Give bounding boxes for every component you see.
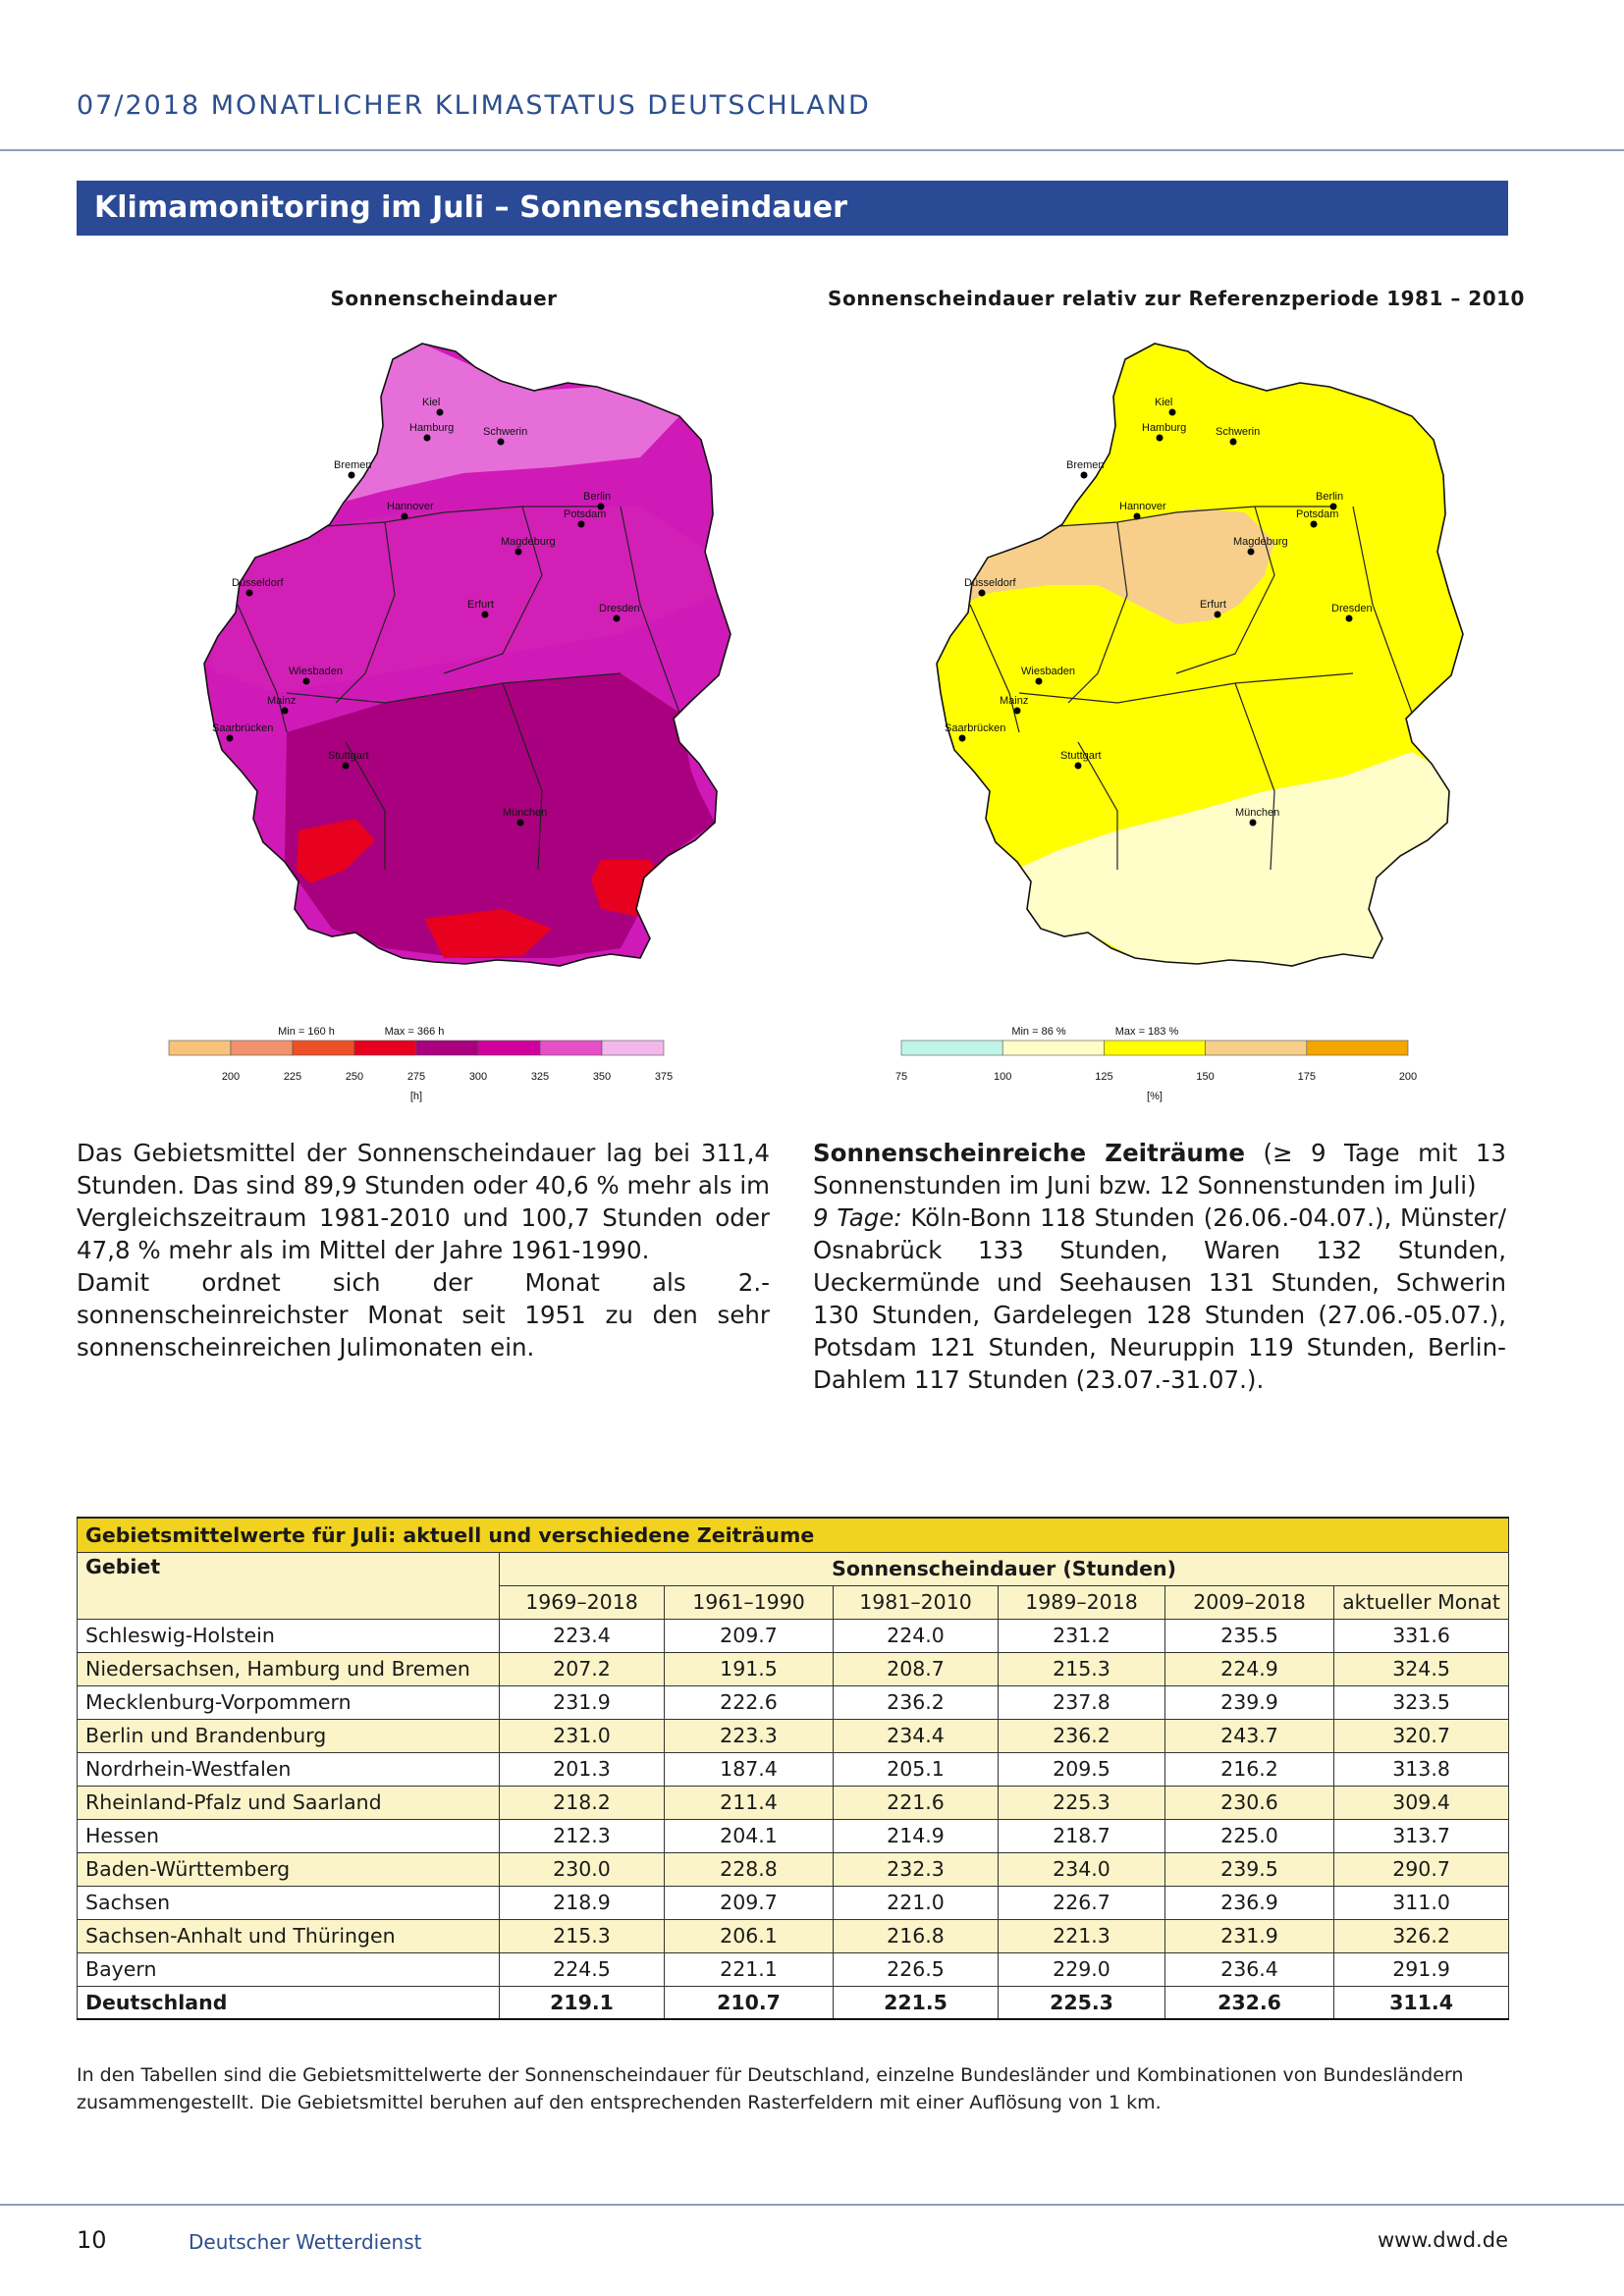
value-cell: 236.2 (999, 1719, 1165, 1752)
value-cell: 236.2 (834, 1685, 999, 1719)
city-marker (515, 549, 522, 556)
city-label: Hamburg (409, 422, 455, 434)
city-marker (517, 820, 524, 827)
city-marker (1311, 521, 1318, 528)
region-cell: Deutschland (78, 1986, 500, 2019)
value-cell: 209.7 (665, 1619, 834, 1652)
value-cell: 216.2 (1165, 1752, 1334, 1786)
city-marker (578, 521, 585, 528)
value-cell: 313.7 (1334, 1819, 1509, 1852)
value-cell: 237.8 (999, 1685, 1165, 1719)
city-marker (246, 590, 253, 597)
city-label: Mainz (267, 695, 297, 707)
legend-tick-label: 75 (894, 1071, 908, 1083)
value-cell: 225.3 (999, 1986, 1165, 2019)
table-footnote: In den Tabellen sind die Gebietsmittelwerte der Sonnenscheindauer für Deutschland, einzelne Bundesländer und Kombinationen von Bundesländern zusammengestellt. Die Gebietsmittel beruhen auf den entsprechenden Rasterfeldern mit einer Auflösung von 1 km. (77, 2064, 1464, 2113)
region-cell: Schleswig-Holstein (78, 1619, 500, 1652)
value-cell: 326.2 (1334, 1919, 1509, 1952)
value-cell: 221.1 (665, 1952, 834, 1986)
value-cell: 309.4 (1334, 1786, 1509, 1819)
legend-swatch (1307, 1041, 1408, 1055)
city-marker (959, 735, 966, 742)
value-cell: 243.7 (1165, 1719, 1334, 1752)
value-cell: 223.4 (500, 1619, 665, 1652)
city-label: Düsseldorf (232, 577, 284, 589)
legend-unit: [h] (409, 1091, 423, 1102)
footer-divider (0, 2204, 1624, 2206)
table-row (78, 1786, 1509, 1819)
sunny-periods-text (813, 1137, 1506, 1396)
value-cell: 205.1 (834, 1752, 999, 1786)
city-label: Kiel (1155, 397, 1173, 408)
value-cell: 320.7 (1334, 1719, 1509, 1752)
page-header (0, 0, 1624, 151)
sunshine-relative-map-figure (823, 281, 1530, 1115)
value-cell: 313.8 (1334, 1752, 1509, 1786)
table-row (78, 1919, 1509, 1952)
legend-swatch (540, 1041, 602, 1055)
table-row (78, 1886, 1509, 1919)
sunny-periods-stations: Köln-Bonn 118 Stunden (26.06.-04.07.), Münster/ Osnabrück 133 Stunden, Waren 132 Stunden, Ueckermünde und Seehausen 131 Stunden, Schwerin 130 Stunden, Gardelegen 128 Stunden (27.06.-05.07.), Potsdam 121 Stunden, Neuruppin 119 Stunden, Berlin-Dahlem 117 Stunden (23.07.-31.07.). (813, 1203, 1506, 1394)
city-marker (482, 612, 489, 618)
column-header-period: aktueller Monat (1334, 1585, 1509, 1619)
value-cell: 232.6 (1165, 1986, 1334, 2019)
value-cell: 323.5 (1334, 1685, 1509, 1719)
city-label: Düsseldorf (964, 577, 1016, 589)
value-cell: 221.6 (834, 1786, 999, 1819)
value-cell: 214.9 (834, 1819, 999, 1852)
value-cell: 291.9 (1334, 1952, 1509, 1986)
value-cell: 209.7 (665, 1886, 834, 1919)
legend-swatch (1002, 1041, 1104, 1055)
city-marker (1014, 708, 1021, 715)
legend-tick-label: 100 (994, 1071, 1012, 1083)
value-cell: 229.0 (999, 1952, 1165, 1986)
city-label: Saarbrücken (945, 722, 1006, 734)
city-marker (1215, 612, 1221, 618)
footer-url: www.dwd.de (1377, 2228, 1508, 2252)
summary-paragraph: Das Gebietsmittel der Sonnenscheindauer lag bei 311,4 Stunden. Das sind 89,9 Stunden oder 40,6 % mehr als im Vergleichszeitraum 1981-2010 und 100,7 Stunden oder 47,8 % mehr als im Mittel der Jahre 1961-1990. (77, 1139, 770, 1264)
legend-tick-label: 325 (530, 1071, 550, 1083)
map-min-label: Min = 86 % (1011, 1026, 1066, 1038)
city-label: Wiesbaden (1021, 666, 1076, 677)
city-label: Stuttgart (1060, 750, 1102, 762)
sunny-periods-paragraph (813, 1137, 1506, 1201)
city-marker (424, 435, 431, 442)
value-cell: 201.3 (500, 1752, 665, 1786)
city-label: Kiel (422, 397, 441, 408)
legend-tick-label: 125 (1095, 1071, 1113, 1083)
value-cell: 311.0 (1334, 1886, 1509, 1919)
city-label: Bremen (334, 459, 372, 471)
value-cell: 219.1 (500, 1986, 665, 2019)
legend-swatch (602, 1041, 664, 1055)
value-cell: 234.0 (999, 1852, 1165, 1886)
city-marker (1230, 439, 1237, 446)
city-marker (614, 615, 621, 622)
legend-unit: [%] (1147, 1091, 1163, 1102)
region-cell: Sachsen-Anhalt und Thüringen (78, 1919, 500, 1952)
city-label: Hannover (1119, 501, 1166, 512)
sunny-periods-paragraph (813, 1201, 1506, 1396)
table-row (78, 1719, 1509, 1752)
city-label: Potsdam (564, 508, 607, 520)
city-marker (402, 513, 408, 520)
sunny-periods-label: 9 Tage: (813, 1203, 902, 1232)
column-header-period: 1969–2018 (500, 1585, 665, 1619)
value-cell: 231.2 (999, 1619, 1165, 1652)
table-row (78, 1685, 1509, 1719)
header-title: 07/2018 MONATLICHER KLIMASTATUS DEUTSCHLAND (77, 90, 871, 121)
value-cell: 206.1 (665, 1919, 834, 1952)
legend-tick-label: 375 (654, 1071, 674, 1083)
value-cell: 204.1 (665, 1819, 834, 1852)
city-label: Wiesbaden (289, 666, 344, 677)
sunny-periods-criteria: (≥ 9 Tage mit 13 Sonnenstunden im Juni bzw. 12 Sonnenstunden im Juli) (813, 1139, 1506, 1200)
value-cell: 230.6 (1165, 1786, 1334, 1819)
value-cell: 231.0 (500, 1719, 665, 1752)
city-label: Hamburg (1142, 422, 1187, 434)
city-label: Magdeburg (501, 536, 556, 548)
value-cell: 224.5 (500, 1952, 665, 1986)
value-cell: 331.6 (1334, 1619, 1509, 1652)
table-row (78, 1652, 1509, 1685)
city-marker (343, 763, 350, 770)
table-row (78, 1619, 1509, 1652)
value-cell: 222.6 (665, 1685, 834, 1719)
city-label: Magdeburg (1233, 536, 1288, 548)
value-cell: 236.9 (1165, 1886, 1334, 1919)
value-cell: 216.8 (834, 1919, 999, 1952)
value-cell: 239.9 (1165, 1685, 1334, 1719)
value-cell: 212.3 (500, 1819, 665, 1852)
city-label: Bremen (1066, 459, 1105, 471)
map-title: Sonnenscheindauer (330, 287, 558, 310)
region-cell: Mecklenburg-Vorpommern (78, 1685, 500, 1719)
legend-tick-label: 200 (221, 1071, 241, 1083)
value-cell: 224.9 (1165, 1652, 1334, 1685)
value-cell: 221.0 (834, 1886, 999, 1919)
city-marker (1157, 435, 1164, 442)
value-cell: 223.3 (665, 1719, 834, 1752)
legend-swatch (1104, 1041, 1205, 1055)
value-cell: 226.7 (999, 1886, 1165, 1919)
value-cell: 234.4 (834, 1719, 999, 1752)
city-label: Stuttgart (328, 750, 369, 762)
legend-tick-label: 200 (1398, 1071, 1418, 1083)
summary-text (77, 1137, 770, 1363)
column-header-region: Gebiet (78, 1552, 500, 1619)
legend-swatch (231, 1041, 293, 1055)
legend-swatch (416, 1041, 478, 1055)
value-cell: 218.7 (999, 1819, 1165, 1852)
city-label: Schwerin (1216, 426, 1261, 438)
table-row (78, 1952, 1509, 1986)
city-label: München (503, 807, 548, 819)
column-header-period: 1961–1990 (665, 1585, 834, 1619)
region-cell: Berlin und Brandenburg (78, 1719, 500, 1752)
value-cell: 224.0 (834, 1619, 999, 1652)
section-title: Klimamonitoring im Juli – Sonnenscheindauer (77, 181, 1508, 236)
table-row (78, 1752, 1509, 1786)
legend-tick-label: 225 (283, 1071, 302, 1083)
city-marker (1075, 763, 1082, 770)
value-cell: 221.5 (834, 1986, 999, 2019)
value-cell: 225.3 (999, 1786, 1165, 1819)
value-cell: 236.4 (1165, 1952, 1334, 1986)
map-min-label: Min = 160 h (278, 1026, 335, 1038)
map-max-label: Max = 366 h (384, 1026, 445, 1038)
value-cell: 231.9 (1165, 1919, 1334, 1952)
region-cell: Niedersachsen, Hamburg und Bremen (78, 1652, 500, 1685)
city-label: Erfurt (467, 599, 494, 611)
legend-swatch (1206, 1041, 1307, 1055)
map-max-label: Max = 183 % (1114, 1026, 1179, 1038)
map-sunshine-relative (823, 281, 1530, 1115)
column-header-group: Sonnenscheindauer (Stunden) (500, 1552, 1509, 1585)
city-marker (437, 409, 444, 416)
city-marker (1248, 549, 1255, 556)
value-cell: 211.4 (665, 1786, 834, 1819)
value-cell: 225.0 (1165, 1819, 1334, 1852)
summary-paragraph: Damit ordnet sich der Monat als 2.-sonnenscheinreichster Monat seit 1951 zu den sehr sonnenscheinreichen Julimonaten ein. (77, 1268, 770, 1362)
city-label: München (1235, 807, 1280, 819)
city-marker (1081, 472, 1088, 479)
city-label: Mainz (1000, 695, 1029, 707)
map-title: Sonnenscheindauer relativ zur Referenzperiode 1981 – 2010 (828, 287, 1525, 310)
value-cell: 311.4 (1334, 1986, 1509, 2019)
city-marker (1250, 820, 1257, 827)
legend-tick-label: 175 (1297, 1071, 1316, 1083)
region-cell: Bayern (78, 1952, 500, 1986)
sunshine-hours-map-figure (90, 281, 797, 1115)
city-marker (979, 590, 986, 597)
region-cell: Sachsen (78, 1886, 500, 1919)
value-cell: 290.7 (1334, 1852, 1509, 1886)
city-marker (1169, 409, 1176, 416)
city-label: Potsdam (1296, 508, 1339, 520)
value-cell: 228.8 (665, 1852, 834, 1886)
value-cell: 218.9 (500, 1886, 665, 1919)
legend-swatch (169, 1041, 231, 1055)
table-caption: Gebietsmittelwerte für Juli: aktuell und verschiedene Zeiträume (78, 1518, 1509, 1552)
footer-organization: Deutscher Wetterdienst (189, 2230, 422, 2254)
value-cell: 324.5 (1334, 1652, 1509, 1685)
value-cell: 235.5 (1165, 1619, 1334, 1652)
city-marker (1036, 678, 1043, 685)
legend-swatch (901, 1041, 1002, 1055)
value-cell: 230.0 (500, 1852, 665, 1886)
table-row (78, 1852, 1509, 1886)
value-cell: 215.3 (999, 1652, 1165, 1685)
city-label: Dresden (1331, 603, 1373, 614)
table-row (78, 1986, 1509, 2019)
city-label: Berlin (583, 491, 612, 503)
city-marker (1346, 615, 1353, 622)
value-cell: 232.3 (834, 1852, 999, 1886)
city-marker (303, 678, 310, 685)
region-cell: Baden-Württemberg (78, 1852, 500, 1886)
value-cell: 187.4 (665, 1752, 834, 1786)
legend-tick-label: 250 (345, 1071, 364, 1083)
value-cell: 210.7 (665, 1986, 834, 2019)
city-label: Hannover (387, 501, 434, 512)
page-number: 10 (77, 2226, 107, 2254)
value-cell: 207.2 (500, 1652, 665, 1685)
legend-tick-label: 150 (1196, 1071, 1215, 1083)
legend-tick-label: 275 (406, 1071, 426, 1083)
column-header-period: 1989–2018 (999, 1585, 1165, 1619)
value-cell: 215.3 (500, 1919, 665, 1952)
value-cell: 221.3 (999, 1919, 1165, 1952)
region-cell: Nordrhein-Westfalen (78, 1752, 500, 1786)
city-marker (227, 735, 234, 742)
region-cell: Hessen (78, 1819, 500, 1852)
column-header-period: 2009–2018 (1165, 1585, 1334, 1619)
legend-swatch (354, 1041, 416, 1055)
city-marker (349, 472, 355, 479)
table-body (78, 1619, 1509, 2019)
region-cell: Rheinland-Pfalz und Saarland (78, 1786, 500, 1819)
table-header-row (78, 1552, 1509, 1585)
value-cell: 226.5 (834, 1952, 999, 1986)
legend-swatch (478, 1041, 540, 1055)
area-mean-table (77, 1517, 1509, 2020)
value-cell: 191.5 (665, 1652, 834, 1685)
city-label: Erfurt (1200, 599, 1226, 611)
value-cell: 231.9 (500, 1685, 665, 1719)
legend-tick-label: 300 (468, 1071, 488, 1083)
sunny-periods-heading: Sonnenscheinreiche Zeiträume (813, 1139, 1245, 1167)
city-marker (1134, 513, 1141, 520)
table-caption-row (78, 1518, 1509, 1552)
city-label: Saarbrücken (212, 722, 274, 734)
city-label: Dresden (599, 603, 640, 614)
value-cell: 239.5 (1165, 1852, 1334, 1886)
value-cell: 208.7 (834, 1652, 999, 1685)
legend-tick-label: 350 (592, 1071, 612, 1083)
city-label: Schwerin (483, 426, 528, 438)
column-header-period: 1981–2010 (834, 1585, 999, 1619)
table-row (78, 1819, 1509, 1852)
legend-swatch (293, 1041, 354, 1055)
map-sunshine-hours (90, 281, 797, 1115)
value-cell: 209.5 (999, 1752, 1165, 1786)
city-marker (498, 439, 505, 446)
city-label: Berlin (1316, 491, 1344, 503)
city-marker (282, 708, 289, 715)
value-cell: 218.2 (500, 1786, 665, 1819)
